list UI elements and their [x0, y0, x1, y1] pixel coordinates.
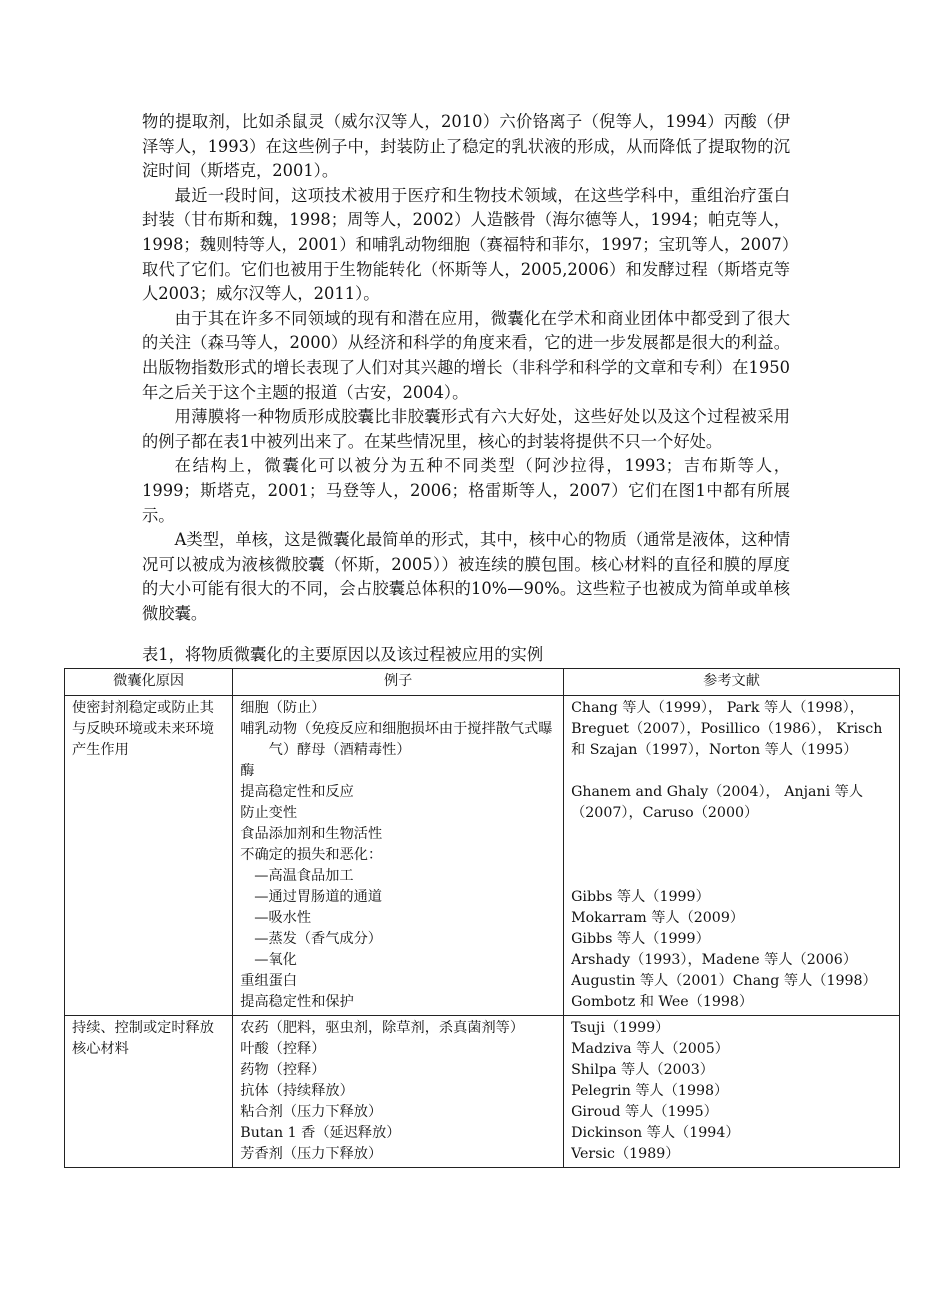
example-item: 食品添加剂和生物活性: [240, 826, 383, 842]
reference-item: Versic（1989）: [571, 1146, 680, 1162]
example-item: 粘合剂（压力下释放）: [240, 1104, 383, 1120]
table-caption: 表1，将物质微囊化的主要原因以及该过程被应用的实例: [142, 645, 544, 664]
example-item: 提高稳定性和保护: [240, 994, 354, 1010]
reference-item: Gibbs 等人（1999）: [571, 931, 710, 947]
reference-item: Tsuji（1999）: [571, 1020, 670, 1036]
reference-item: Pelegrin 等人（1998）: [571, 1083, 729, 1099]
example-item: —通过胃肠道的通道: [254, 889, 382, 905]
example-item: 农药（肥料，驱虫剂，除草剂，杀真菌剂等）: [240, 1020, 525, 1036]
header-reason: 微囊化原因: [65, 669, 233, 696]
example-item: Butan 1 香（延迟释放）: [240, 1125, 401, 1141]
header-references: 参考文献: [564, 669, 900, 696]
references-cell: [564, 696, 900, 1016]
reference-item: Mokarram 等人（2009）: [571, 910, 745, 926]
example-item: —吸水性: [254, 910, 312, 926]
reference-item: Chang 等人（1999）， Park 等人（1998），Breguet（2007），Posillico（1986）， Krisch 和 Szajan（1997），Norton 等人（1995）: [571, 700, 883, 758]
paragraph-6: A类型，单核，这是微囊化最简单的形式，其中，核中心的物质（通常是液体，这种情况可以被成为液核微胶囊（怀斯，2005））被连续的膜包围。核心材料的直径和膜的厚度的大小可能有很大的不同，会占胶囊总体积的10%—90%。这些粒子也被成为简单或单核微胶囊。: [142, 530, 790, 623]
reason-cell: 使密封剂稳定或防止其与反映环境或未来环境产生作用: [65, 696, 233, 1016]
example-item: —高温食品加工: [254, 868, 354, 884]
paragraph-3: 由于其在许多不同领域的现有和潜在应用，微囊化在学术和商业团体中都受到了很大的关注（森马等人，2000）从经济和科学的角度来看，它的进一步发展都是很大的利益。出版物指数形式的增长表现了人们对其兴趣的增长（非科学和科学的文章和专利）在1950年之后关于这个主题的报道（古安，2004）。: [142, 308, 790, 402]
reference-item: Augustin 等人（2001）Chang 等人（1998）: [571, 973, 877, 989]
table-row: [65, 696, 900, 1016]
example-item: 抗体（持续释放）: [240, 1083, 354, 1099]
reference-item: Ghanem and Ghaly（2004）， Anjani 等人（2007），Caruso（2000）: [571, 784, 864, 821]
reference-table: [64, 668, 900, 1168]
example-item: 药物（控释）: [240, 1062, 326, 1078]
references-cell: [564, 1016, 900, 1168]
paragraph-1: 物的提取剂，比如杀鼠灵（威尔汉等人，2010）六价铬离子（倪等人，1994）丙酸（伊泽等人，1993）在这些例子中，封装防止了稳定的乳状液的形成，从而降低了提取物的沉淀时间（斯塔克，2001）。: [142, 112, 790, 181]
header-examples: 例子: [233, 669, 564, 696]
reference-item: Gibbs 等人（1999）: [571, 889, 710, 905]
reference-item: Dickinson 等人（1994）: [571, 1125, 740, 1141]
example-item: 芳香剂（压力下释放）: [240, 1146, 383, 1162]
example-item: 叶酸（控释）: [240, 1041, 326, 1057]
reference-item: Shilpa 等人（2003）: [571, 1062, 714, 1078]
examples-cell: [233, 696, 564, 1016]
reference-item: Giroud 等人（1995）: [571, 1104, 718, 1120]
reason-cell: 持续、控制或定时释放核心材料: [65, 1016, 233, 1168]
reference-item: Madziva 等人（2005）: [571, 1041, 729, 1057]
reference-item: Arshady（1993），Madene 等人（2006）: [571, 952, 858, 968]
example-item: 防止变性: [240, 805, 298, 821]
example-item: 不确定的损失和恶化：: [240, 847, 383, 863]
paragraph-2: 最近一段时间，这项技术被用于医疗和生物技术领域，在这些学科中，重组治疗蛋白封装（甘布斯和魏，1998；周等人，2002）人造骸骨（海尔德等人，1994；帕克等人，1998；魏则特等人，2001）和哺乳动物细胞（赛福特和菲尔，1997；宝玑等人，2007）取代了它们。它们也被用于生物能转化（怀斯等人，2005,2006）和发酵过程（斯塔克等人2003；威尔汉等人，2011）。: [142, 185, 790, 304]
example-item: —蒸发（香气成分）: [254, 931, 382, 947]
spacer: [571, 761, 892, 782]
example-item: 细胞（防止）: [240, 700, 326, 716]
examples-cell: [233, 1016, 564, 1168]
table-header-row: [65, 669, 900, 696]
body-text: [142, 110, 790, 626]
example-item: 重组蛋白: [240, 973, 298, 989]
paragraph-5: 在结构上，微囊化可以被分为五种不同类型（阿沙拉得，1993；吉布斯等人，1999；斯塔克，2001；马登等人，2006；格雷斯等人，2007）它们在图1中都有所展示。: [142, 456, 790, 525]
spacer: [571, 824, 892, 887]
example-item: —氧化: [254, 952, 297, 968]
example-item: 哺乳动物（免疫反应和细胞损坏由于搅拌散气式曝气）酵母（酒精毒性）: [240, 721, 553, 758]
example-item: 提高稳定性和反应: [240, 784, 354, 800]
table-row: [65, 1016, 900, 1168]
reference-item: Gombotz 和 Wee（1998）: [571, 994, 754, 1010]
example-item: 酶: [240, 763, 255, 779]
paragraph-4: 用薄膜将一种物质形成胶囊比非胶囊形式有六大好处，这些好处以及这个过程被采用的例子都在表1中被列出来了。在某些情况里，核心的封装将提供不只一个好处。: [142, 407, 790, 451]
